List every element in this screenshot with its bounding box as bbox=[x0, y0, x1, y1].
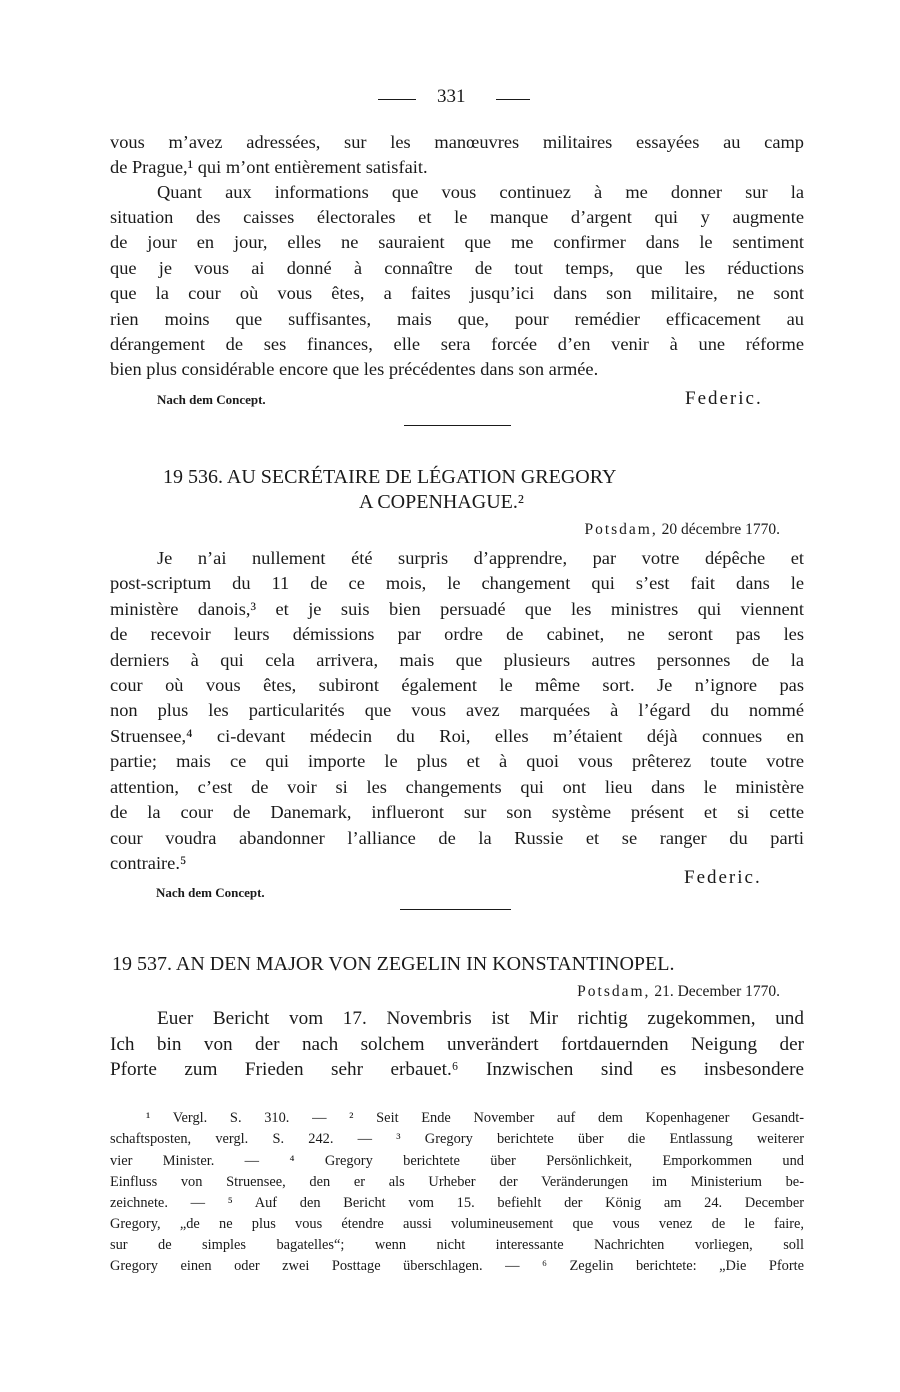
footnote-line: zeichnete. — ⁵ Auf den Bericht vom 15. befiehlt der König am 24. December bbox=[110, 1195, 804, 1211]
text-line: cour voudra abandonner l’alliance de la Russie et se ranger du parti bbox=[110, 828, 804, 848]
text-line: Ich bin von der nach solchem unverändert fortdauernden Neigung der bbox=[110, 1034, 804, 1055]
letter-dateline bbox=[584, 521, 780, 539]
text-line: que la cour où vous êtes, a faites jusqu’ici dans son militaire, ne sont bbox=[110, 283, 804, 303]
letter-heading-line2: A COPENHAGUE.² bbox=[359, 491, 524, 513]
letter-heading: 19 537. AN DEN MAJOR VON ZEGELIN IN KONSTANTINOPEL. bbox=[112, 953, 675, 975]
footnote-line: Gregory, „de ne plus vous étendre aussi volumineusement que vous venez de le faire, bbox=[110, 1216, 804, 1232]
text-line: vous m’avez adressées, sur les manœuvres militaires essayées au camp bbox=[110, 132, 804, 152]
text-line: contraire.⁵ bbox=[110, 853, 187, 873]
text-line: dérangement de ses finances, elle sera forcée d’en venir à une réforme bbox=[110, 334, 804, 354]
text-line: de la cour de Danemark, influeront sur son système présent et si cette bbox=[110, 802, 804, 822]
text-line: Je n’ai nullement été surpris d’apprendre, par votre dépêche et bbox=[157, 548, 804, 568]
letter-dateline bbox=[577, 983, 780, 1001]
text-line: Quant aux informations que vous continuez à me donner sur la bbox=[157, 182, 804, 202]
text-line: rien moins que suffisantes, mais que, pour remédier efficacement au bbox=[110, 309, 804, 329]
text-line: cour où vous êtes, subiront également le même sort. Je n’ignore pas bbox=[110, 675, 804, 695]
signature: Federic. bbox=[685, 388, 763, 409]
text-line: attention, c’est de voir si les changements qui ont lieu dans le ministère bbox=[110, 777, 804, 797]
signature: Federic. bbox=[684, 867, 762, 888]
text-line: Euer Bericht vom 17. Novembris ist Mir richtig zugekommen, und bbox=[157, 1008, 804, 1029]
text-line: de Prague,¹ qui m’ont entièrement satisfait. bbox=[110, 157, 428, 177]
footnote-line: vier Minister. — ⁴ Gregory berichtete über Persönlichkeit, Emporkommen und bbox=[110, 1153, 804, 1169]
footnote-line: Einfluss von Struensee, den er als Urheber der Veränderungen im Ministerium be- bbox=[110, 1174, 804, 1190]
text-line: de jour en jour, elles ne sauraient que me confirmer dans le sentiment bbox=[110, 232, 804, 252]
text-line: que je vous ai donné à connaître de tout temps, que les réductions bbox=[110, 258, 804, 278]
section-divider bbox=[400, 909, 511, 910]
text-line: partie; mais ce qui importe le plus et à quoi vous prêterez toute votre bbox=[110, 751, 804, 771]
place: Potsdam, bbox=[577, 983, 651, 1000]
date: 20 décembre 1770. bbox=[661, 521, 780, 538]
footnote-line: schaftsposten, vergl. S. 242. — ³ Gregory berichtete über die Entlassung weiterer bbox=[110, 1131, 804, 1147]
text-line: Struensee,⁴ ci-devant médecin du Roi, elles m’étaient déjà connues en bbox=[110, 726, 804, 746]
header-dash-right bbox=[496, 99, 530, 100]
footnote-line: ¹ Vergl. S. 310. — ² Seit Ende November auf dem Kopenhagener Gesandt- bbox=[146, 1110, 804, 1126]
text-line: situation des caisses électorales et le manque d’argent qui y augmente bbox=[110, 207, 804, 227]
text-line: Pforte zum Frieden sehr erbauet.⁶ Inzwischen sind es insbesondere bbox=[110, 1059, 804, 1080]
text-line: derniers à qui cela arrivera, mais que plusieurs autres personnes de la bbox=[110, 650, 804, 670]
footnote-line: Gregory einen oder zwei Posttage überschlagen. — ⁶ Zegelin berichtete: „Die Pforte bbox=[110, 1258, 804, 1274]
text-line: post-scriptum du 11 de ce mois, le changement qui s’est fait dans le bbox=[110, 573, 804, 593]
header-dash-left bbox=[378, 99, 416, 100]
text-line: bien plus considérable encore que les précédentes dans son armée. bbox=[110, 359, 599, 379]
footnote-line: sur de simples bagatelles“; wenn nicht interessante Nachrichten vorliegen, soll bbox=[110, 1237, 804, 1253]
letter-heading: 19 536. AU SECRÉTAIRE DE LÉGATION GREGORY bbox=[163, 466, 617, 488]
text-line: ministère danois,³ et je suis bien persuadé que les ministres qui viennent bbox=[110, 599, 804, 619]
text-line: de recevoir leurs démissions par ordre de cabinet, ne seront pas les bbox=[110, 624, 804, 644]
place: Potsdam, bbox=[584, 521, 658, 538]
date: 21. December 1770. bbox=[654, 983, 780, 1000]
section-divider bbox=[404, 425, 511, 426]
source-note: Nach dem Concept. bbox=[156, 885, 265, 900]
source-note: Nach dem Concept. bbox=[157, 392, 266, 407]
page-number: 331 bbox=[437, 86, 466, 107]
text-line: non plus les particularités que vous avez marquées à l’égard du nommé bbox=[110, 700, 804, 720]
